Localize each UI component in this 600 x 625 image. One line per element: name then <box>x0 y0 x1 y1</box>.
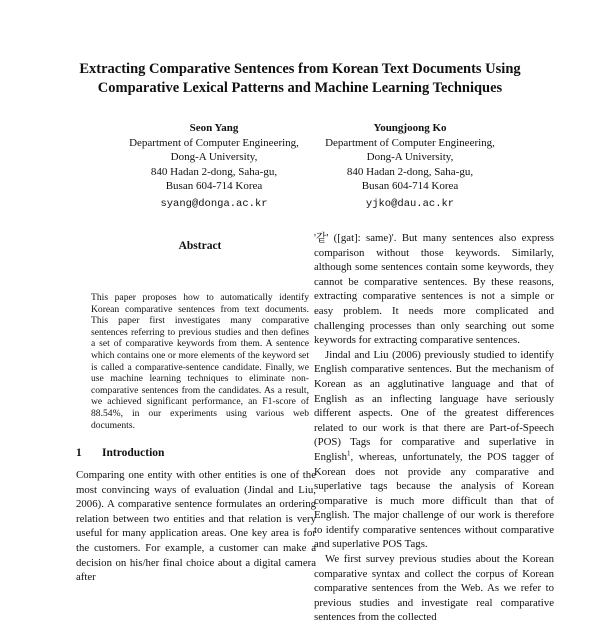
author-department: Department of Computer Engineering, <box>325 136 495 149</box>
author-name: Youngjoong Ko <box>373 122 447 134</box>
paper-title: Extracting Comparative Sentences from Korean Text Documents Using Comparative Lexical Patterns and Machine Learning Techniques <box>79 61 521 96</box>
author-address-line2: Busan 604-714 Korea <box>165 180 263 193</box>
author-university: Dong-A University, <box>366 151 454 164</box>
author-department: Department of Computer Engineering, <box>129 136 299 149</box>
author-university: Dong-A University, <box>170 151 258 164</box>
author-address-line1: 840 Hadan 2-dong, Saha-gu, <box>150 165 278 178</box>
author-block-2 <box>305 121 515 212</box>
author-address-line1: 840 Hadan 2-dong, Saha-gu, <box>346 165 474 178</box>
section-heading <box>76 447 164 459</box>
section-number: 1 <box>76 447 82 459</box>
author-block-1 <box>109 121 319 212</box>
author-address-line2: Busan 604-714 Korea <box>361 180 459 193</box>
author-name: Seon Yang <box>189 122 239 134</box>
section-title: Introduction <box>102 447 165 459</box>
intro-paragraph: Comparing one entity with other entities is one of the most convincing ways of evaluation (Jindal and Liu, 2006). A comparative sentence formulates an ordering relation between two entities and that relation is very useful for many application areas. One key area is for the customers. For example, a customer can make a decision on his/her final choice about a digital camera after <box>76 469 316 584</box>
body-paragraph-2 <box>314 348 554 552</box>
left-column-body <box>76 468 316 585</box>
paragraph-text: , whereas, unfortunately, the POS tagger of Korean does not provide any comparative and superlative tags because the analysis of Korean comparative is much more difficult than that of English. The major challenge of our work is therefore to identify comparative sentences without comparative and superlative POS Tags. <box>314 450 554 551</box>
abstract-text: This paper proposes how to automatically identify Korean comparative sentences from text documents. This paper first investigates many comparative sentences referring to previous studies and then defines a set of comparative keywords from them. A sentence which contains one or more elements of the keyword set is called a comparative-sentence candidate. Finally, we use machine learning techniques to eliminate non-comparative sentences from the candidates. As a result, we achieved significant performance, an F1-score of 88.54%, in our experiments using various web documents. <box>91 292 309 431</box>
author-email: syang@donga.ac.kr <box>160 197 268 210</box>
author-email: yjko@dau.ac.kr <box>365 197 455 210</box>
paragraph-text: Jindal and Liu (2006) previously studied to identify English comparative sentences. But the mechanism of Korean as an agglutinative language and that of English as an inflecting language have seriously different aspects. One of the greatest differences related to our work is that there are Part-of-Speech (POS) Tags for comparative and superlative in English <box>314 348 554 463</box>
footnote-marker: 1 <box>347 449 351 458</box>
abstract-heading: Abstract <box>178 240 222 252</box>
body-paragraph-1: '같' ([gat]: same)'. But many sentences also express comparison without those keywords. Similarly, although some sentences contain some keywords, they cannot be comparative sentences. By these reasons, extracting comparative sentences is not a simple or easy problem. It needs more complicated and challenging processes than only searching out some keywords for extracting comparative sentences. <box>314 232 554 347</box>
body-paragraph-3: We first survey previous studies about the Korean comparative syntax and collect the corpus of Korean comparative sentences from the Web. As we refer to previous studies and investigate real comparative sentences from the collected <box>314 553 554 624</box>
right-column-body <box>314 231 554 625</box>
